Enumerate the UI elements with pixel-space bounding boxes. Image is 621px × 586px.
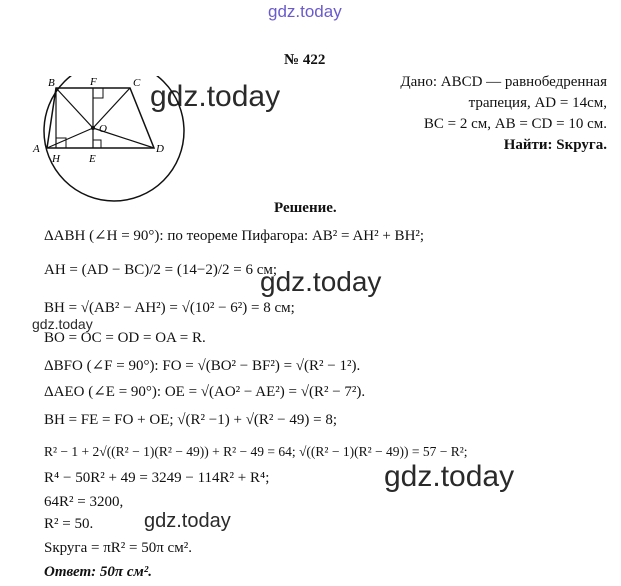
segment-oa bbox=[47, 128, 93, 148]
segment-oc bbox=[93, 88, 130, 128]
geometry-figure bbox=[20, 76, 220, 206]
right-angle-f bbox=[93, 88, 103, 98]
given-block bbox=[400, 72, 607, 156]
trapezoid-abcd bbox=[47, 88, 154, 148]
solution-line-11: R² = 50. bbox=[44, 516, 94, 532]
label-f: F bbox=[90, 76, 97, 88]
solution-title: Решение. bbox=[274, 200, 337, 216]
given-line-4: Найти: Sкруга. bbox=[503, 137, 607, 153]
label-b: B bbox=[48, 77, 55, 89]
solution-line-8: R² − 1 + 2√((R² − 1)(R² − 49)) + R² − 49 = 64; √((R² − 1)(R² − 49)) = 57 − R²; bbox=[44, 444, 468, 459]
given-line-1: Дано: ABCD — равнобедренная bbox=[400, 74, 607, 90]
solution-line-10: 64R² = 3200, bbox=[44, 494, 124, 510]
solution-line-12: Sкруга = πR² = 50π см². bbox=[44, 540, 192, 556]
solution-line-1: ΔABH (∠H = 90°): по теореме Пифагора: AB² = AH² + BH²; bbox=[44, 228, 425, 244]
label-e: E bbox=[89, 153, 96, 165]
label-c: C bbox=[133, 77, 141, 89]
solution-line-7: BH = FE = FO + OE; √(R² −1) + √(R² − 49) = 8; bbox=[44, 412, 338, 428]
given-line-2: трапеция, AD = 14см, bbox=[468, 95, 607, 111]
label-o: O bbox=[99, 123, 107, 135]
label-a: A bbox=[33, 143, 40, 155]
label-d: D bbox=[156, 143, 164, 155]
watermark-bottom-left: gdz.today bbox=[144, 510, 231, 532]
center-point-o bbox=[91, 126, 95, 130]
solution-line-6: ΔAEO (∠E = 90°): OE = √(AO² − AE²) = √(R² − 7²). bbox=[44, 384, 366, 400]
watermark-middle: gdz.today bbox=[260, 266, 382, 297]
watermark-left-small: gdz.today bbox=[32, 316, 93, 332]
solution-line-3: BH = √(AB² − AH²) = √(10² − 6²) = 8 см; bbox=[44, 300, 295, 316]
watermark-figure: gdz.today bbox=[150, 80, 281, 113]
solution-line-2: AH = (AD − BC)/2 = (14−2)/2 = 6 см; bbox=[44, 262, 278, 278]
solution-line-9: R⁴ − 50R² + 49 = 3249 − 114R² + R⁴; bbox=[44, 470, 270, 486]
solution-line-5: ΔBFO (∠F = 90°): FO = √(BO² − BF²) = √(R² − 1²). bbox=[44, 358, 361, 374]
watermark-bottom: gdz.today bbox=[384, 460, 515, 493]
segment-ob bbox=[56, 88, 93, 128]
right-angle-e bbox=[93, 140, 101, 148]
given-line-3: BC = 2 см, AB = CD = 10 см. bbox=[423, 116, 607, 132]
answer-line: Ответ: 50π см². bbox=[44, 564, 153, 580]
label-h: H bbox=[52, 153, 60, 165]
watermark-top: gdz.today bbox=[268, 2, 342, 21]
problem-number: № 422 bbox=[284, 52, 326, 68]
solution-line-4: BO = OC = OD = OA = R. bbox=[44, 330, 206, 346]
